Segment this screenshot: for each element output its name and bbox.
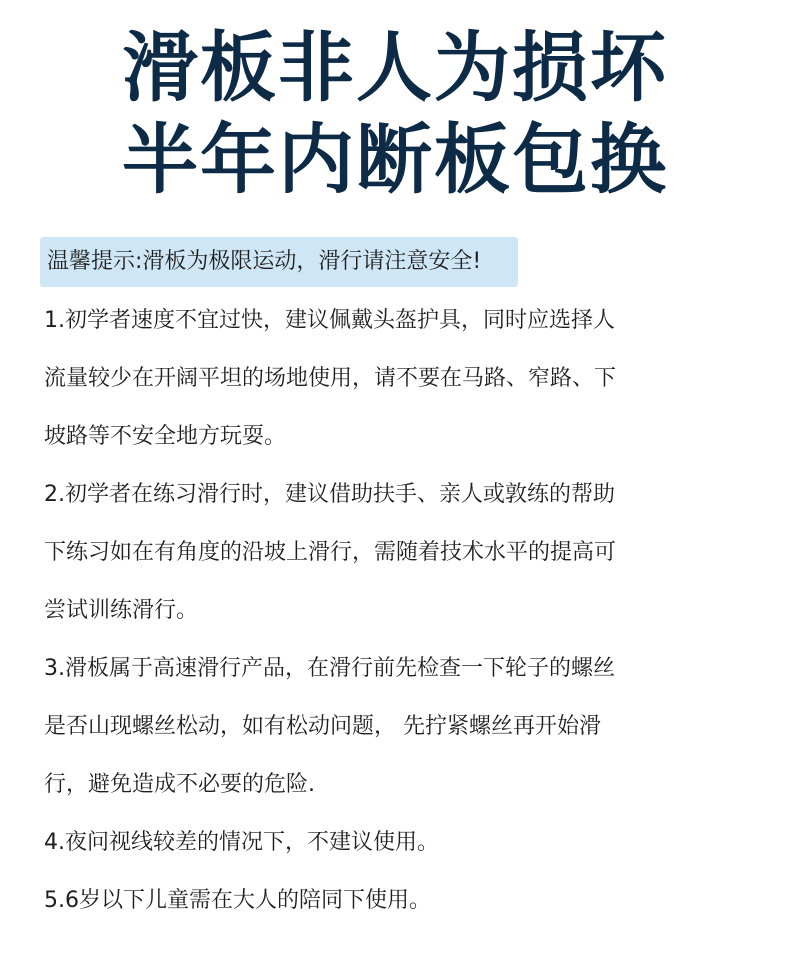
rule-1-line-2: 流量较少在开阔平坦的场地使用，请不要在马路、窄路、下 (44, 366, 617, 391)
rule-3-line-3: 行，避免造成不必要的危险. (44, 772, 315, 797)
rule-2-line-2: 下练习如在有角度的沿坡上滑行，需随着技术水平的提高可 (44, 540, 617, 565)
safety-tip-text: 温馨提示:滑板为极限运动，滑行请注意安全! (47, 249, 482, 274)
rule-1-line-1: 1.初学者速度不宜过快，建议佩戴头盔护具，同时应选择人 (44, 308, 615, 333)
headline (0, 22, 790, 206)
rule-3-line-1: 3.滑板属于高速滑行产品，在滑行前先检查一下轮子的螺丝 (44, 656, 615, 681)
headline-line-1: 滑板非人为损坏 (122, 23, 668, 112)
rule-1-line-3: 坡路等不安全地方玩耍。 (44, 424, 287, 449)
rule-2-line-1: 2.初学者在练习滑行时，建议借助扶手、亲人或敦练的帮助 (44, 482, 615, 507)
rule-5-line-1: 5.6岁以下儿童需在大人的陪同下使用。 (44, 888, 431, 913)
headline-line-2: 半年内断板包换 (122, 115, 668, 204)
rule-2-line-3: 尝试训练滑行。 (44, 598, 199, 623)
rule-4-line-1: 4.夜问视线较差的情况下，不建议使用。 (44, 830, 439, 855)
rule-3-line-2: 是否山现螺丝松动，如有松动问题， 先拧紧螺丝再开始滑 (44, 714, 601, 739)
